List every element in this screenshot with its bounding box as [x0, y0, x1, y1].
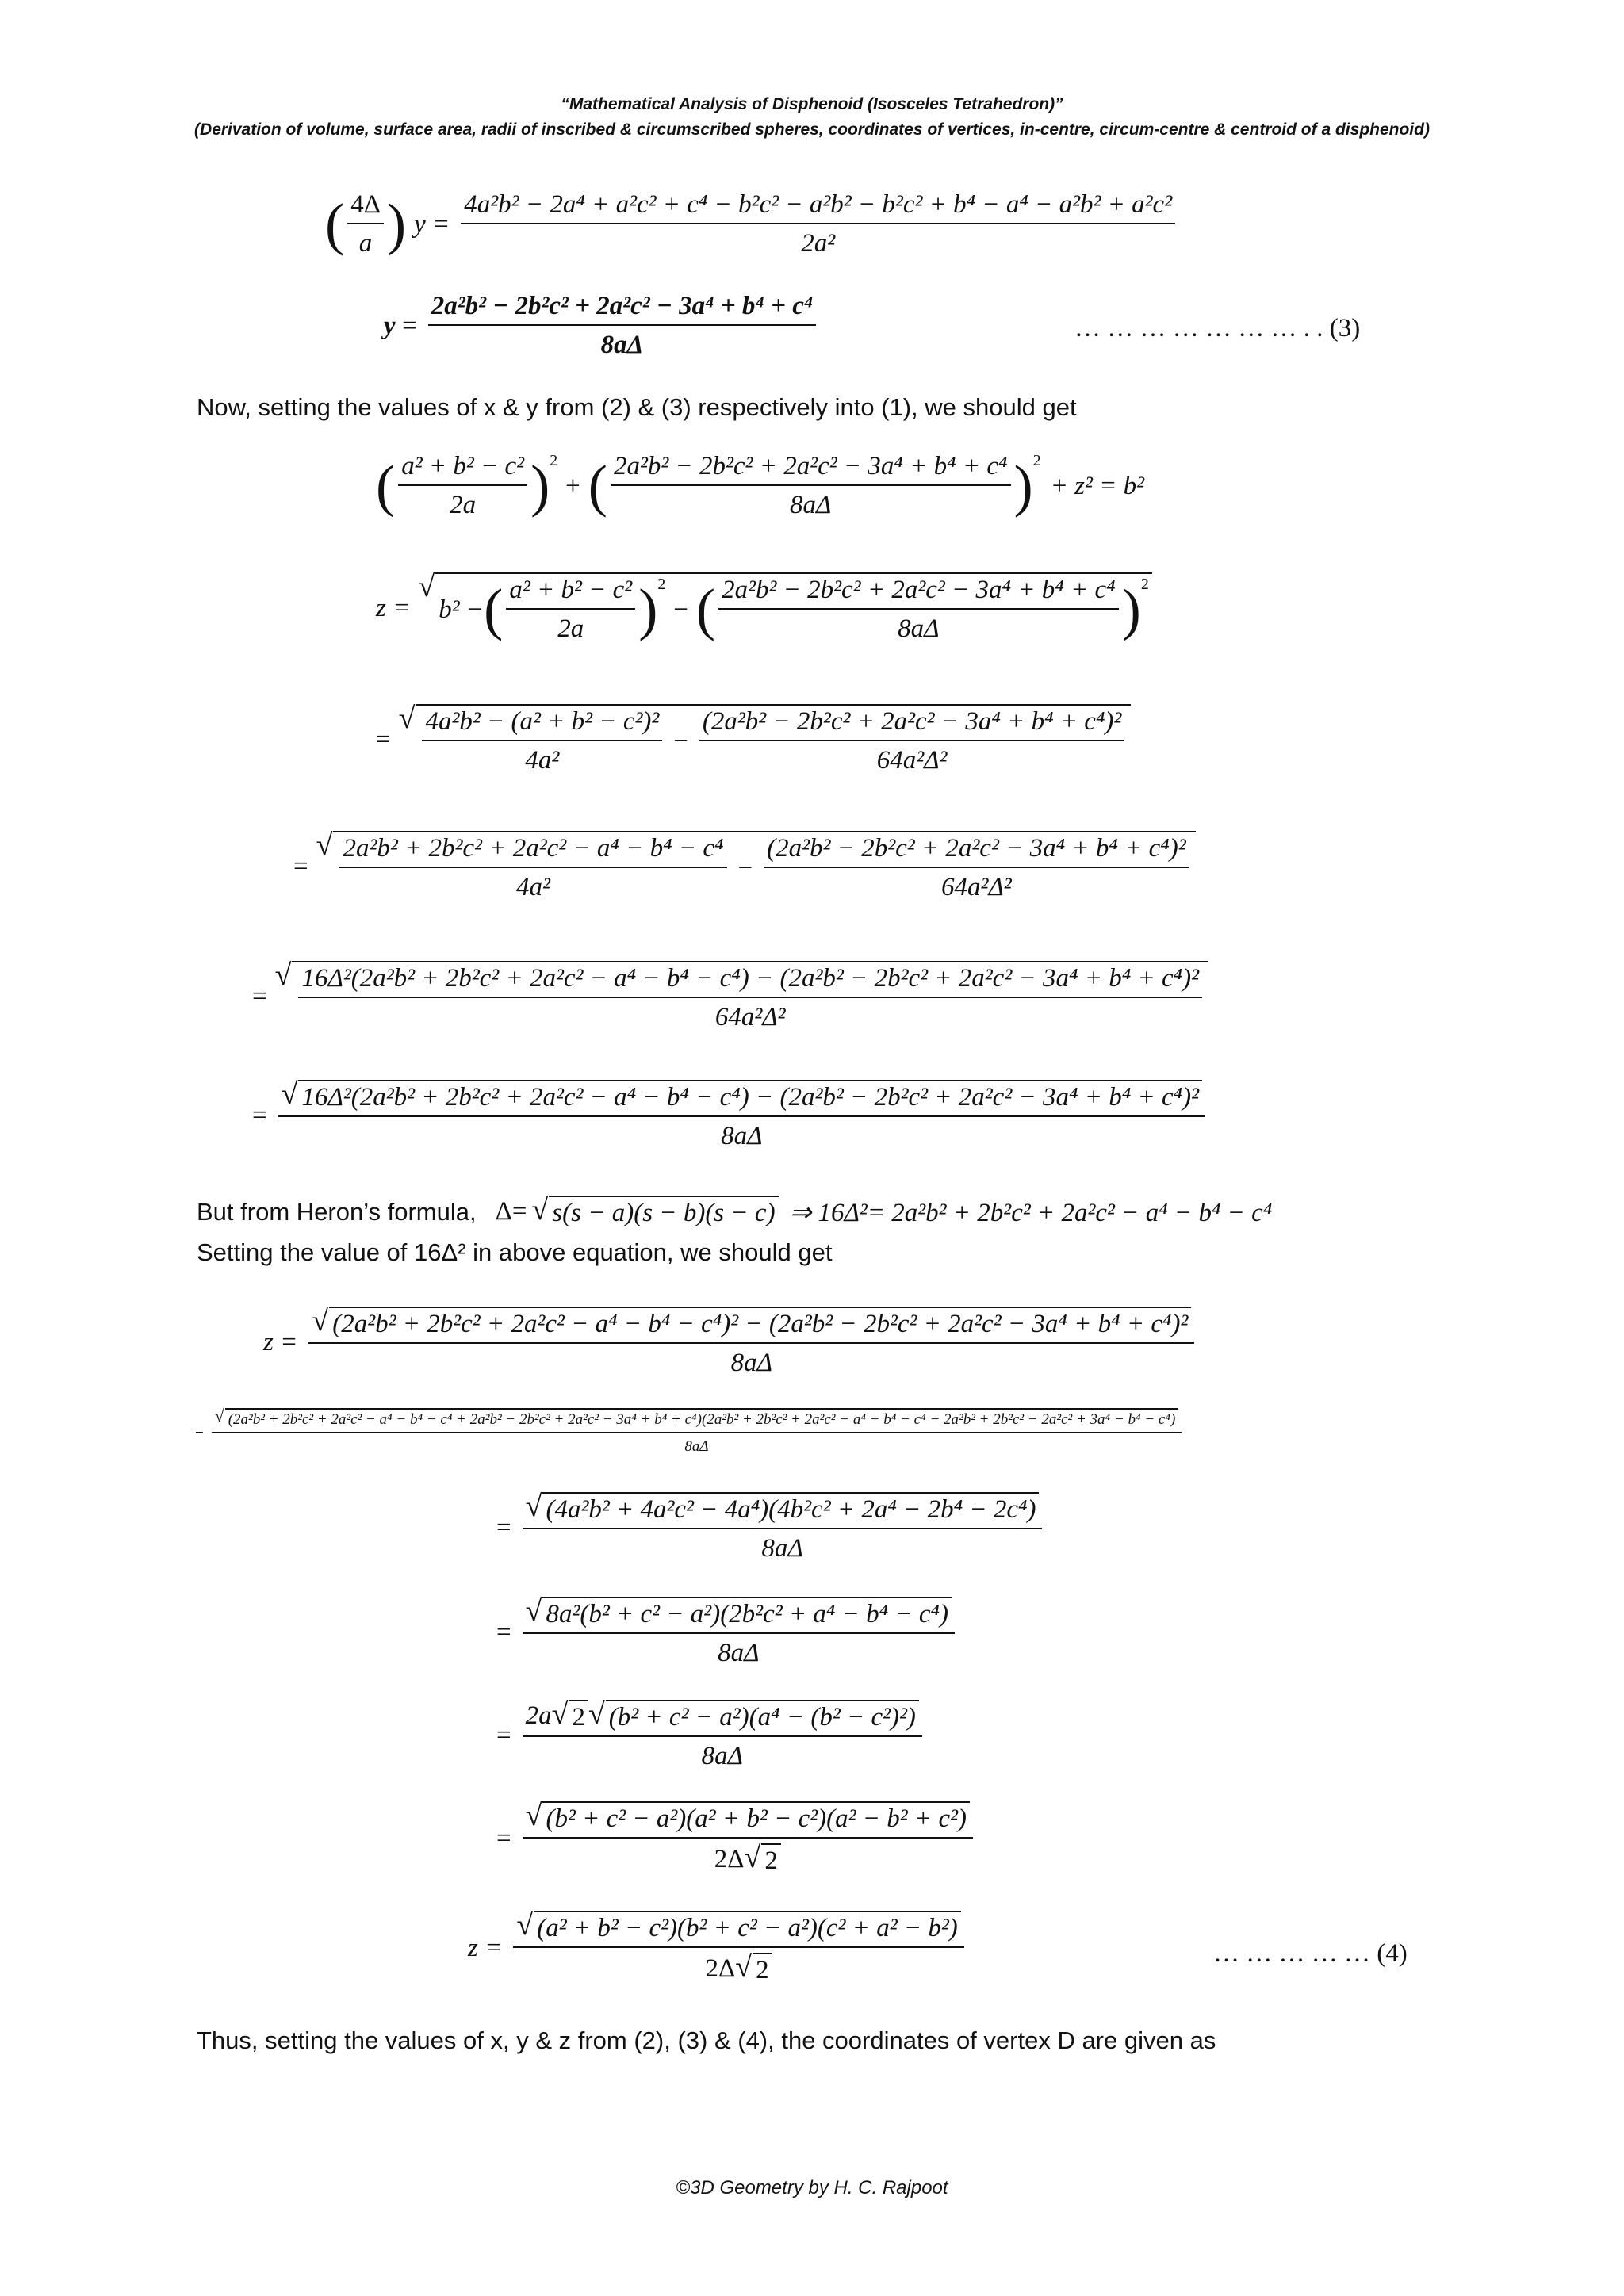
equation-15: z = √ (a² + b² − c²)(b² + c² − a²)(c² + a² − b²) 2Δ √ 2 — [468, 1911, 967, 1985]
header-title: “Mathematical Analysis of Disphenoid (Isosceles Tetrahedron)” — [561, 95, 1063, 113]
paragraph-1: Now, setting the values of x & y from (2) & (3) respectively into (1), we should get — [197, 393, 1077, 421]
equation-6: = √ $\frac{\text{2a²b² + 2b²c² + 2a²c² − a⁴ − b⁴ − c⁴}}{\text{4a²}}$ − $\frac{\text{(2a²b² − 2b²c² + 2a²c² − 3a⁴ + b⁴ + c⁴)²}}{\text{64a²Δ²}}$ — [293, 831, 1196, 902]
equation-10: = √ (2a²b² + 2b²c² + 2a²c² − a⁴ − b⁴ − c⁴ + 2a²b² − 2b²c² + 2a²c² − 3a⁴ + b⁴ + c⁴)(2a²b² + 2b²c² + 2a²c² − a⁴ − b⁴ − c⁴ − 2a²b² + 2b²c² − 2a²c² + 3a⁴ − b⁴ − c⁴) 8aΔ — [195, 1408, 1185, 1456]
equation-5: = √ $\frac{\text{4a²b² − (a² + b² − c²)²}}{\text{4a²}}$ − $\frac{\text{(2a²b² − 2b²c² + 2a²c² − 3a⁴ + b⁴ + c⁴)²}}{\text{64a²Δ²}}$ — [376, 704, 1131, 775]
equation-1: ( $\frac{4\Delta}{a}$ ) y = 4a²b² − 2a⁴ + a²c² + c⁴ − b²c² − a²b² − b²c² + b⁴ − a⁴ − a²b² + a²c² 2a² — [325, 190, 1178, 258]
equation-tag-4: … … … … … (4) — [1213, 1939, 1408, 1968]
paragraph-3: Thus, setting the values of x, y & z from (2), (3) & (4), the coordinates of vertex D are given as — [197, 2026, 1216, 2054]
equation-14: = √ (b² + c² − a²)(a² + b² − c²)(a² − b² + c²) 2Δ √ 2 — [496, 1801, 976, 1876]
footer: ©3D Geometry by H. C. Rajpoot — [676, 2177, 948, 2198]
equation-11: = √ (4a²b² + 4a²c² − 4a⁴)(4b²c² + 2a⁴ − 2b⁴ − 2c⁴) 8aΔ — [496, 1492, 1045, 1563]
equation-7: = √ 16Δ²(2a²b² + 2b²c² + 2a²c² − a⁴ − b⁴ − c⁴) − (2a²b² − 2b²c² + 2a²c² − 3a⁴ + b⁴ + c⁴)² 64a²Δ² — [252, 961, 1208, 1032]
lhs-fraction: $\frac{4\Delta}{a}$ — [347, 190, 384, 258]
paragraph-2: Setting the value of 16Δ² in above equation, we should get — [197, 1238, 833, 1266]
equation-4: z = √ b² − ( $\frac{\text{a² + b² − c²}}{2a}$ ) $^2$ − ( $\frac{\text{2a²b² − 2b²c² + 2a²c² − 3a⁴ + b⁴ + c⁴}}{8a\Delta}$ ) $^2$ — [376, 572, 1152, 644]
header-subtitle: (Derivation of volume, surface area, radii of inscribed & circumscribed spheres, coordinates of vertices, in-centre, circum-centre & centroid of a disphenoid) — [194, 121, 1430, 139]
equation-tag-3: … … … … … … … . . (3) — [1074, 314, 1361, 342]
rhs-fraction: 4a²b² − 2a⁴ + a²c² + c⁴ − b²c² − a²b² − b²c² + b⁴ − a⁴ − a²b² + a²c² 2a² — [461, 190, 1175, 258]
heron-line: But from Heron’s formula, Δ= √ s(s − a)(s − b)(s − c) ⇒ 16Δ²= 2a²b² + 2b²c² + 2a²c² − a⁴ − b⁴ − c⁴ — [197, 1193, 1273, 1227]
equation-12: = √ 8a²(b² + c² − a²)(2b²c² + a⁴ − b⁴ − c⁴) 8aΔ — [496, 1597, 958, 1668]
equation-9: z = √ (2a²b² + 2b²c² + 2a²c² − a⁴ − b⁴ − c⁴)² − (2a²b² − 2b²c² + 2a²c² − 3a⁴ + b⁴ + c⁴)² 8aΔ — [263, 1307, 1197, 1378]
equation-3: ( $\frac{\text{a² + b² − c²}}{2a}$ ) $^2$ + ( $\frac{\text{2a²b² − 2b²c² + 2a²c² − 3a⁴ + b⁴ + c⁴}}{8a\Delta}$ ) $^2$ + z² = b² — [376, 452, 1145, 519]
equation-13: = 2a √ 2 √ (b² + c² − a²)(a⁴ − (b² − c²)²) 8aΔ — [496, 1700, 925, 1771]
equation-8: = √ 16Δ²(2a²b² + 2b²c² + 2a²c² − a⁴ − b⁴ − c⁴) − (2a²b² − 2b²c² + 2a²c² − 3a⁴ + b⁴ + c⁴)² 8aΔ — [252, 1080, 1208, 1151]
equation-2: y = $\frac{\text{2a²b² − 2b²c² + 2a²c² − 3a⁴ + b⁴ + c⁴}}{8a\Delta}$ — [384, 292, 819, 360]
